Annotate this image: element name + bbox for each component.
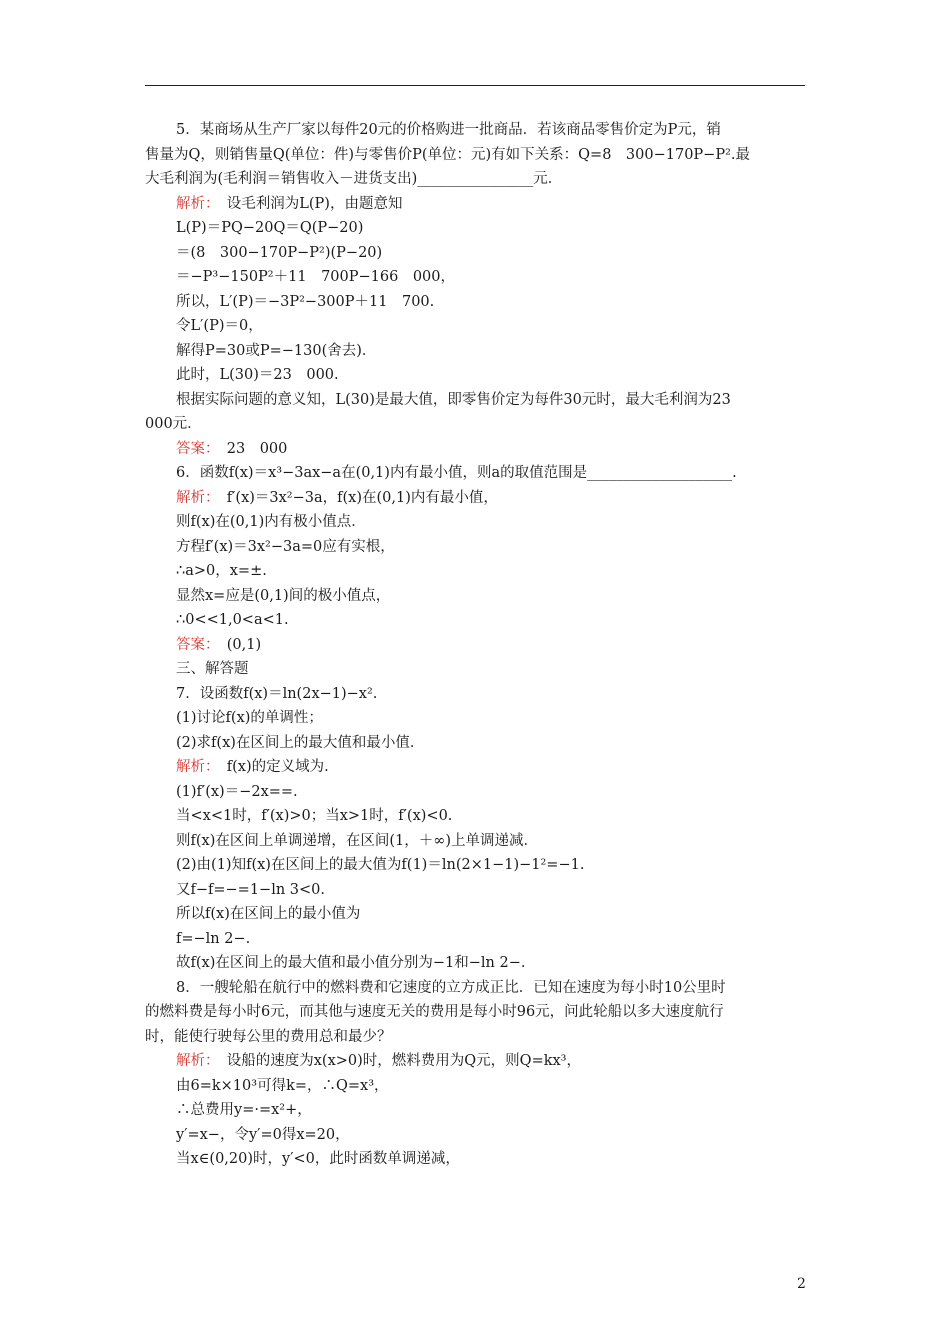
- text-line: [145, 1098, 807, 1123]
- text-line: [145, 241, 807, 266]
- text-line: [145, 437, 807, 462]
- line-text: f(x)的定义域为.: [212, 759, 329, 775]
- text-line: [145, 682, 807, 707]
- text-line: [145, 363, 807, 388]
- line-text: 当x∈(0,20)时，y′<0，此时函数单调递减，: [176, 1151, 460, 1167]
- line-text: 8．一艘轮船在航行中的燃料费和它速度的立方成正比．已知在速度为每小时10公里时: [176, 979, 726, 996]
- line-text: 此时，L(30)＝23 000.: [176, 367, 339, 383]
- line-text: 售量为Q，则销售量Q(单位：件)与零售价P(单位：元)有如下关系：Q=8 300−170P−P².最: [145, 146, 751, 163]
- text-line: [145, 192, 807, 217]
- line-text: y′=x−，令y′=0得x=20，: [176, 1126, 350, 1143]
- answer-label: 答案：: [176, 636, 213, 653]
- line-text: 所以，L′(P)＝−3P²−300P＋11 700.: [176, 293, 435, 310]
- text-line: [145, 314, 807, 339]
- answer-label: 解析：: [176, 759, 213, 775]
- line-text: 7．设函数f(x)＝ln(2x−1)−x².: [176, 685, 378, 702]
- line-text: (2)求f(x)在区间上的最大值和最小值．: [176, 734, 425, 751]
- text-line: [145, 486, 807, 511]
- line-text: ∴总费用y=·=x²+，: [176, 1102, 312, 1118]
- text-line: [145, 1049, 807, 1074]
- text-line: [145, 118, 807, 143]
- line-text: 的燃料费是每小时6元，而其他与速度无关的费用是每小时96元，问此轮船以多大速度航行: [145, 1004, 724, 1020]
- text-line: [145, 657, 807, 682]
- text-line: [145, 510, 807, 535]
- text-line: [145, 878, 807, 903]
- line-text: (1)讨论f(x)的单调性；: [176, 710, 323, 726]
- line-text: (1)f′(x)＝−2x==.: [176, 783, 298, 800]
- line-text: 三、解答题: [176, 661, 249, 677]
- line-text: (2)由(1)知f(x)在区间上的最大值为f(1)＝ln(2×1−1)−1²=−1.: [176, 857, 585, 873]
- text-line: [145, 584, 807, 609]
- document-body: [145, 118, 807, 1172]
- line-text: 令L′(P)＝0，: [176, 318, 263, 334]
- line-text: 则f(x)在区间上单调递增，在区间(1，＋∞)上单调递减．: [176, 832, 538, 849]
- line-text: ＝(8 300−170P−P²)(P−20): [176, 244, 383, 261]
- text-line: [145, 167, 807, 192]
- text-line: [145, 780, 807, 805]
- line-text: 6．函数f(x)＝x³−3ax−a在(0,1)内有最小值，则a的取值范围是____________________.: [176, 465, 737, 481]
- text-line: [145, 265, 807, 290]
- line-text: 解得P=30或P=−130(舍去)．: [176, 342, 377, 359]
- page-number: 2: [797, 1276, 806, 1292]
- text-line: [145, 951, 807, 976]
- text-line: [145, 633, 807, 658]
- text-line: [145, 706, 807, 731]
- line-text: ∴a>0，x=±.: [176, 563, 267, 579]
- answer-label: 解析：: [176, 1053, 213, 1069]
- text-line: [145, 339, 807, 364]
- line-text: 则f(x)在(0,1)内有极小值点．: [176, 514, 366, 530]
- line-text: 设毛利润为L(P)，由题意知: [212, 195, 403, 212]
- line-text: f=−ln 2−.: [176, 930, 251, 947]
- text-line: [145, 216, 807, 241]
- text-line: [145, 412, 807, 437]
- line-text: 当<x<1时，f′(x)>0；当x>1时，f′(x)<0.: [176, 808, 453, 824]
- line-text: 由6=k×10³可得k=，∴Q=x³，: [176, 1077, 389, 1094]
- line-text: ∴0<<1,0<a<1.: [176, 612, 289, 628]
- line-text: 又f−f=−=1−ln 3<0.: [176, 881, 326, 898]
- line-text: 23 000: [212, 440, 288, 457]
- line-text: ＝−P³−150P²＋11 700P−166 000，: [176, 269, 455, 285]
- text-line: [145, 388, 807, 413]
- line-text: 显然x=应是(0,1)间的极小值点，: [176, 587, 391, 604]
- text-line: [145, 976, 807, 1001]
- text-line: [145, 1025, 807, 1050]
- text-line: [145, 804, 807, 829]
- line-text: f′(x)＝3x²−3a，f(x)在(0,1)内有最小值，: [212, 489, 498, 506]
- line-text: (0,1): [212, 636, 262, 653]
- text-line: [145, 535, 807, 560]
- line-text: 000元．: [145, 416, 202, 432]
- line-text: 根据实际问题的意义知，L(30)是最大值，即零售价定为每件30元时，最大毛利润为23: [176, 391, 731, 408]
- text-line: [145, 1074, 807, 1099]
- line-text: 大毛利润为(毛利润＝销售收入－进货支出)________________元．: [145, 171, 563, 187]
- text-line: [145, 1000, 807, 1025]
- header-rule: [145, 85, 805, 86]
- line-text: 故f(x)在区间上的最大值和最小值分别为−1和−ln 2−.: [176, 955, 526, 971]
- text-line: [145, 902, 807, 927]
- line-text: 所以f(x)在区间上的最小值为: [176, 906, 361, 922]
- answer-label: 答案：: [176, 440, 213, 457]
- line-text: 设船的速度为x(x>0)时，燃料费用为Q元，则Q=kx³，: [212, 1053, 581, 1069]
- line-text: 时，能使行驶每公里的费用总和最少？: [145, 1028, 392, 1045]
- line-text: 5．某商场从生产厂家以每件20元的价格购进一批商品．若该商品零售价定为P元，销: [176, 122, 721, 138]
- text-line: [145, 1123, 807, 1148]
- text-line: [145, 853, 807, 878]
- text-line: [145, 608, 807, 633]
- answer-label: 解析：: [176, 195, 213, 212]
- text-line: [145, 290, 807, 315]
- text-line: [145, 1147, 807, 1172]
- text-line: [145, 559, 807, 584]
- line-text: 方程f′(x)＝3x²−3a=0应有实根，: [176, 538, 395, 555]
- answer-label: 解析：: [176, 489, 213, 506]
- text-line: [145, 755, 807, 780]
- text-line: [145, 731, 807, 756]
- line-text: L(P)＝PQ−20Q＝Q(P−20): [176, 220, 364, 236]
- text-line: [145, 927, 807, 952]
- text-line: [145, 461, 807, 486]
- text-line: [145, 143, 807, 168]
- text-line: [145, 829, 807, 854]
